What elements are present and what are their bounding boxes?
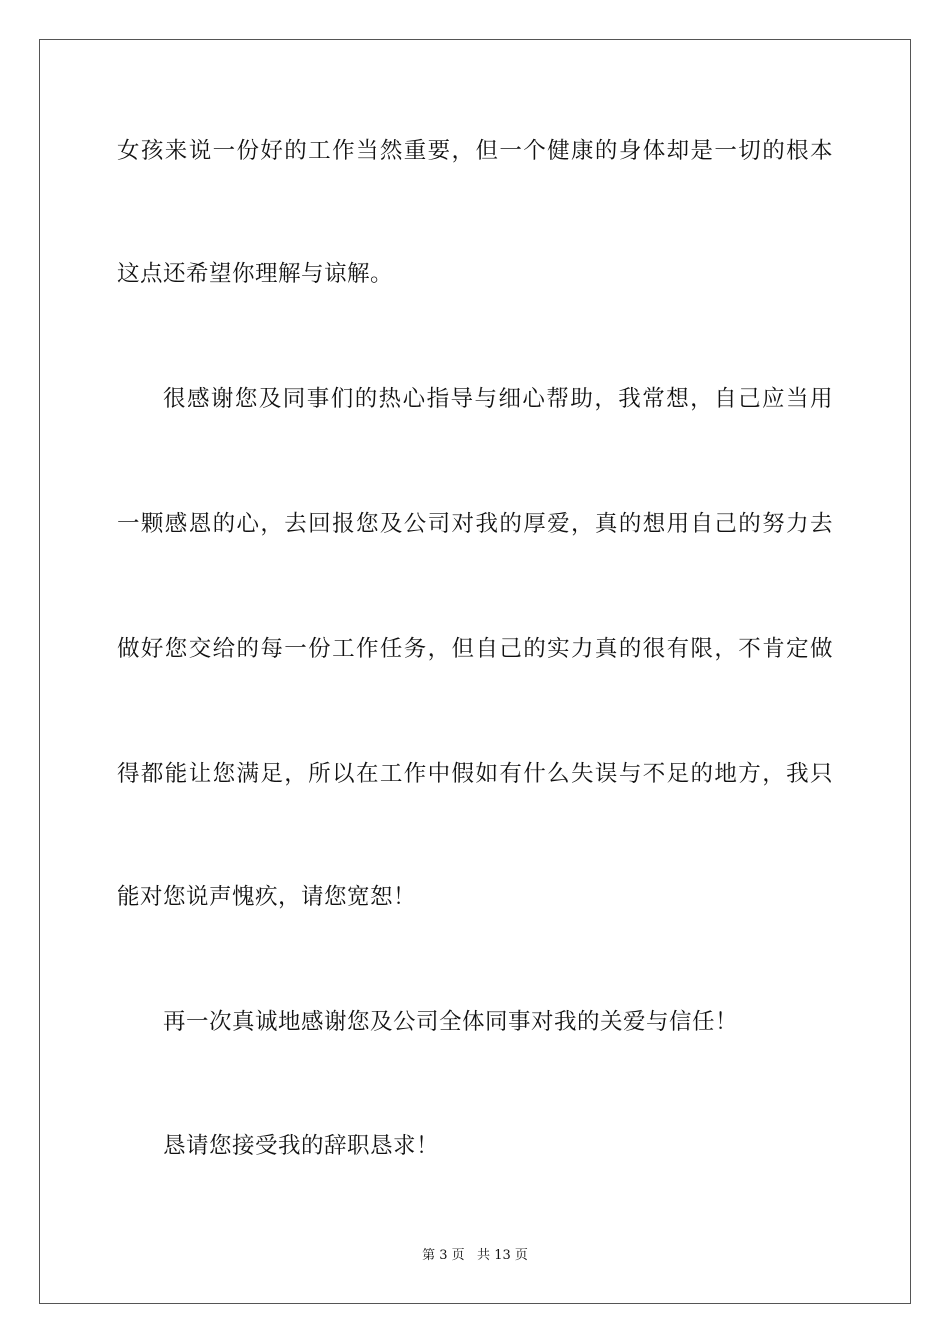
body-line-2: 这点还希望你理解与谅解。 bbox=[117, 261, 394, 287]
body-line-3: 很感谢您及同事们的热心指导与细心帮助，我常想，自己应当用 bbox=[163, 386, 833, 412]
body-line-4: 一颗感恩的心，去回报您及公司对我的厚爱，真的想用自己的努力去 bbox=[117, 511, 833, 537]
body-line-6: 得都能让您满足，所以在工作中假如有什么失误与不足的地方，我只 bbox=[117, 761, 833, 787]
body-line-9: 恳请您接受我的辞职恳求！ bbox=[163, 1133, 440, 1159]
body-line-8: 再一次真诚地感谢您及公司全体同事对我的关爱与信任！ bbox=[163, 1009, 739, 1035]
body-line-5: 做好您交给的每一份工作任务，但自己的实力真的很有限，不肯定做 bbox=[117, 636, 833, 662]
body-line-1: 女孩来说一份好的工作当然重要，但一个健康的身体却是一切的根本 bbox=[117, 138, 833, 164]
page-frame bbox=[39, 39, 911, 1304]
body-line-7: 能对您说声愧疚，请您宽恕！ bbox=[117, 884, 417, 910]
page-footer: 第 3 页 共 13 页 bbox=[422, 1248, 528, 1263]
